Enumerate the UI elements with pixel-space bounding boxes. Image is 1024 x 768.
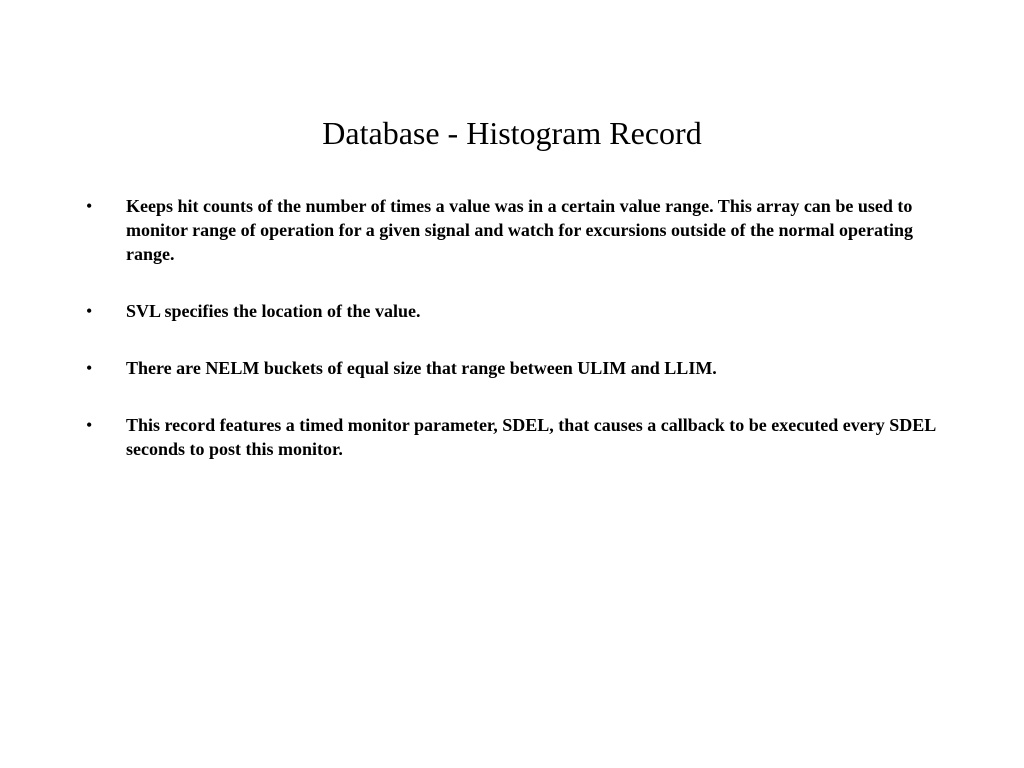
bullet-dot-icon: • bbox=[86, 196, 93, 216]
bullet-dot-icon: • bbox=[86, 358, 93, 378]
bullet-text: This record features a timed monitor parameter, SDEL, that causes a callback to be executed every SDEL seconds to post this monitor. bbox=[126, 415, 936, 459]
bullet-item-histogram-description bbox=[84, 194, 954, 266]
bullet-dot-icon: • bbox=[86, 415, 93, 435]
bullet-text: Keeps hit counts of the number of times a value was in a certain value range. This array can be used to monitor range of operation for a given signal and watch for excursions outside of the normal operating range. bbox=[126, 196, 913, 264]
bullet-text: There are NELM buckets of equal size that range between ULIM and LLIM. bbox=[126, 358, 717, 378]
bullet-item-sdel bbox=[84, 413, 954, 461]
bullet-item-svl bbox=[84, 299, 954, 323]
slide-title: Database - Histogram Record bbox=[322, 115, 702, 151]
bullet-dot-icon: • bbox=[86, 301, 93, 321]
bullet-item-nelm bbox=[84, 356, 954, 380]
bullet-list bbox=[84, 194, 954, 494]
bullet-text: SVL specifies the location of the value. bbox=[126, 301, 421, 321]
